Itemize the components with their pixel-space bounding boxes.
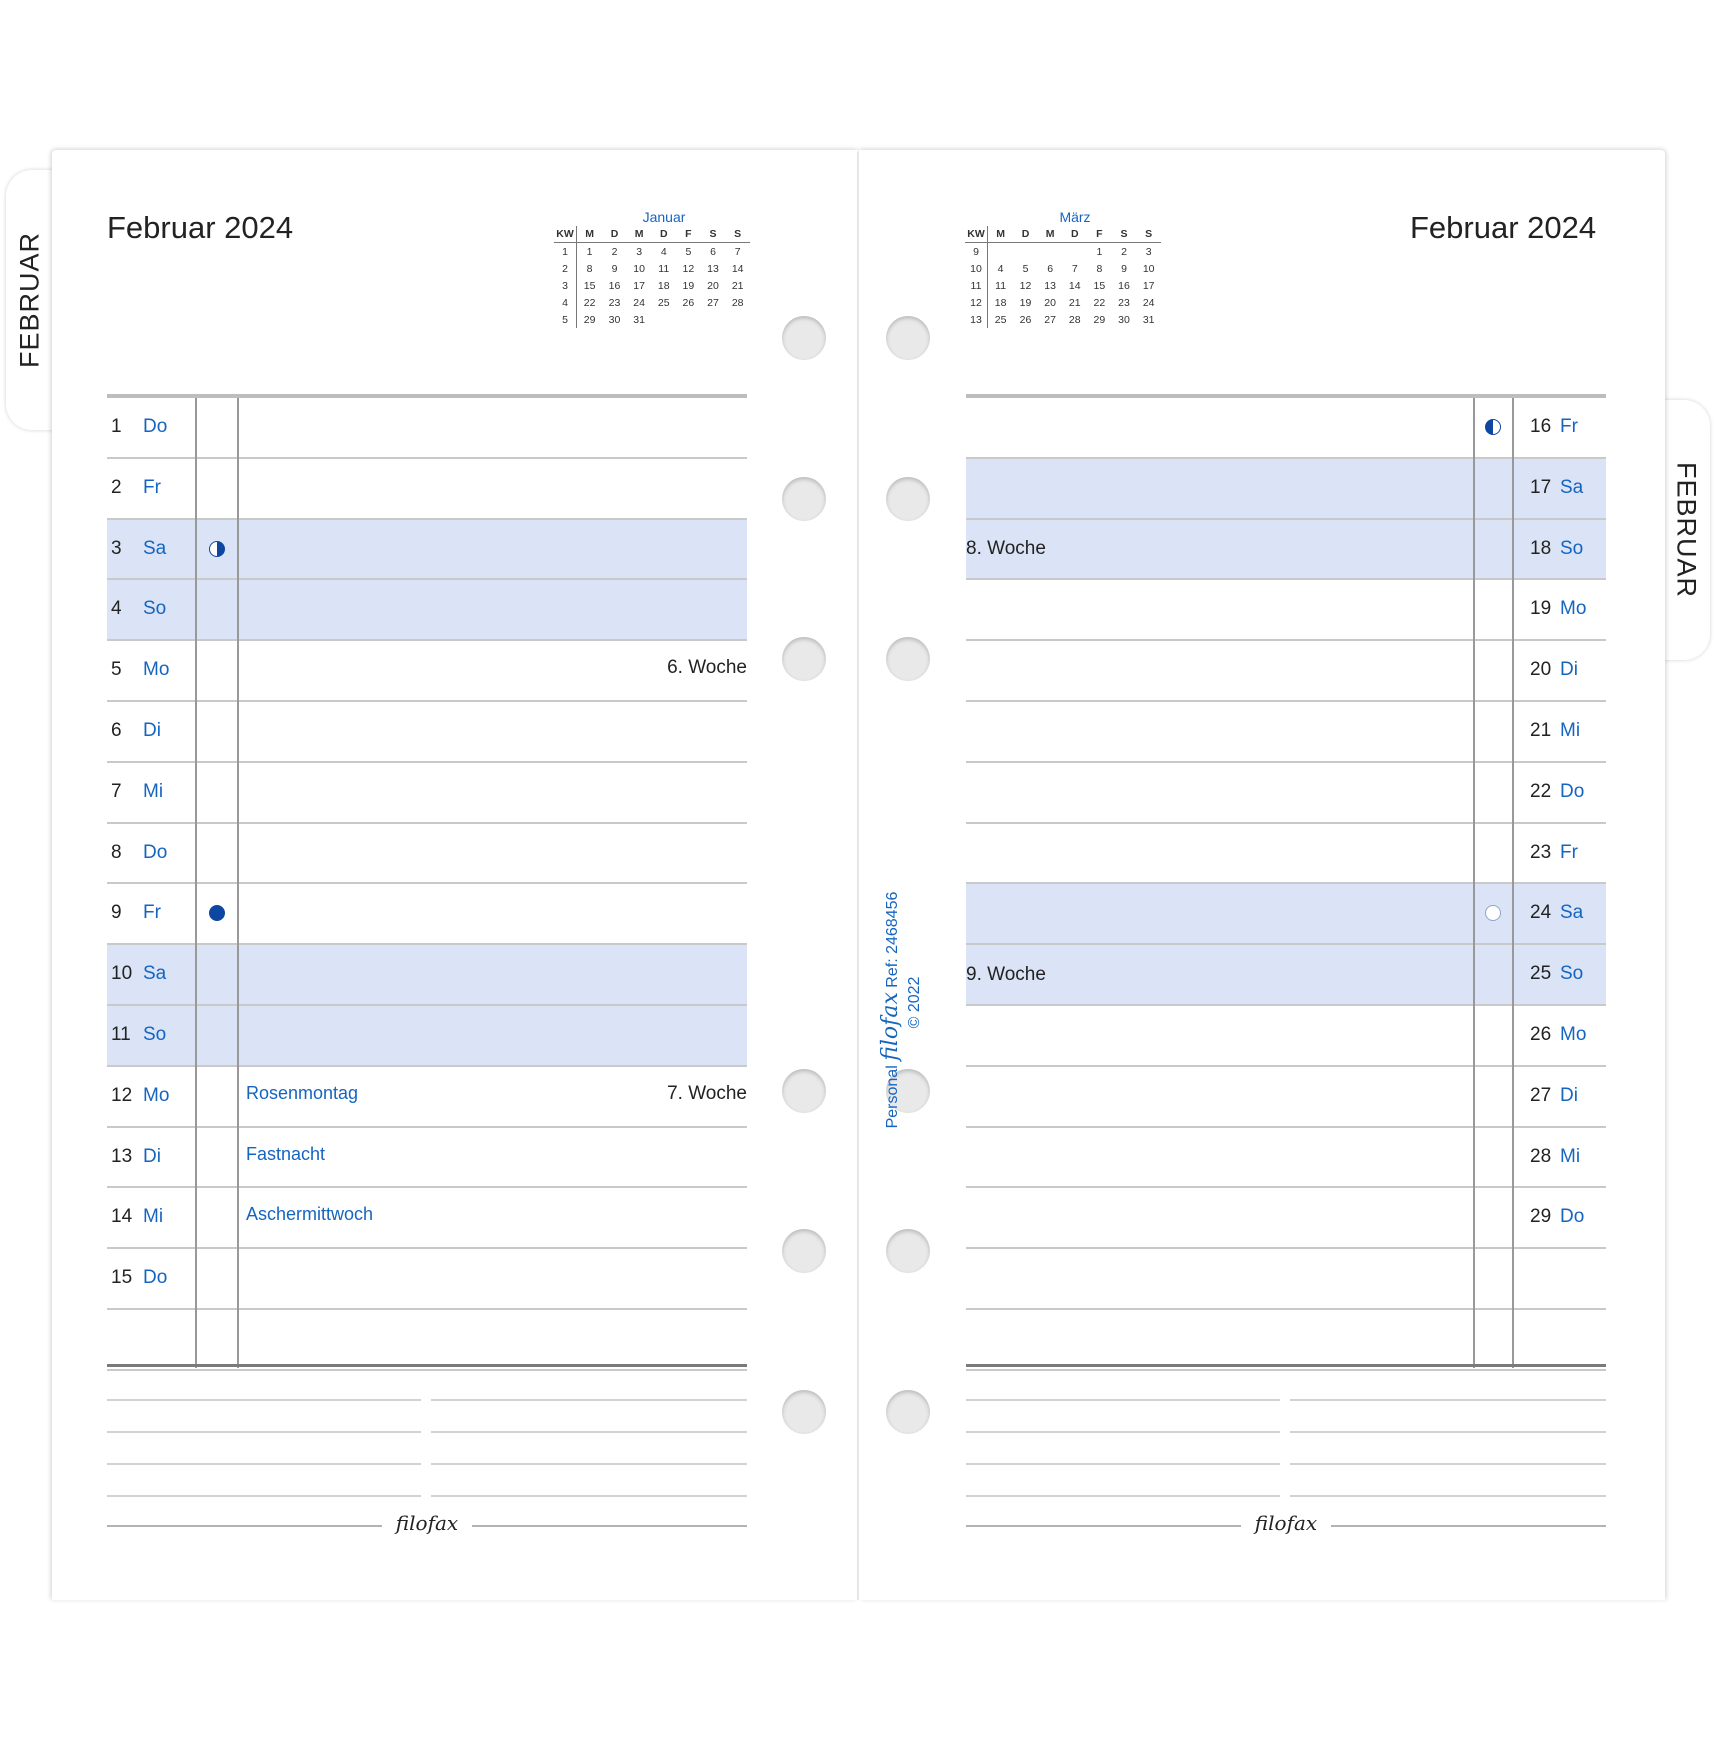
week-number-label: 6. Woche <box>667 657 747 679</box>
weekday-abbr: Mi <box>1560 1145 1581 1167</box>
mini-calendar-day: 16 <box>1118 279 1130 292</box>
weekday-abbr: Mi <box>1560 719 1581 741</box>
mini-calendar-weekday-header: M <box>627 226 652 243</box>
mini-calendar-day <box>701 311 726 328</box>
mini-calendar-day: 20 <box>1044 296 1056 309</box>
mini-calendar-weekday-header: F <box>676 226 701 243</box>
mini-calendar-kw: 1 <box>554 243 577 261</box>
mini-calendar-weekday-header: M <box>988 226 1014 243</box>
mini-calendar-week-row <box>554 260 750 277</box>
day-number: 6 <box>111 719 122 741</box>
weekday-abbr: Fr <box>143 476 161 498</box>
mini-calendar-day: 28 <box>731 296 744 309</box>
note-line <box>107 1431 421 1433</box>
mini-calendar-month: März <box>1059 209 1091 225</box>
mini-calendar-day: 21 <box>1068 296 1081 309</box>
day-number: 16 <box>1530 416 1552 437</box>
weekday-abbr: Fr <box>1560 841 1578 863</box>
mini-calendar-day: 20 <box>707 279 719 292</box>
grid-column-divider <box>237 398 239 1368</box>
mini-calendar-day: 4 <box>660 245 667 258</box>
mini-calendar-day <box>1038 243 1063 261</box>
mini-calendar-week-row <box>965 243 1161 261</box>
weekday-abbr: Mo <box>143 1084 170 1106</box>
day-row[interactable] <box>107 1188 747 1249</box>
punch-hole <box>886 637 930 681</box>
weekday-abbr: Do <box>1560 780 1585 802</box>
mini-calendar-day: 6 <box>710 245 716 258</box>
imprint-copyright: © 2022 <box>906 976 923 1029</box>
mini-calendar-day: 31 <box>633 313 645 326</box>
mini-calendar-header-row <box>965 226 1161 243</box>
mini-calendar-day: 11 <box>995 279 1007 292</box>
punch-hole <box>782 1390 826 1434</box>
mini-calendar-weekday-header: M <box>577 226 603 243</box>
mini-calendar-january <box>554 208 750 328</box>
day-number: 29 <box>1530 1206 1552 1228</box>
imprint-size: Personal <box>884 1065 901 1129</box>
day-number: 26 <box>1530 1023 1552 1045</box>
weekday-abbr: Sa <box>143 537 167 559</box>
mini-calendar-day: 22 <box>583 296 596 309</box>
mini-calendar-weekday-header: S <box>1112 226 1137 243</box>
mini-calendar-day <box>1013 243 1038 261</box>
mini-calendar-day: 7 <box>1071 262 1078 275</box>
mini-calendar-kw: 11 <box>965 277 988 294</box>
grid-column-divider <box>1512 398 1514 1368</box>
day-number: 3 <box>111 537 122 559</box>
weekday-abbr: Sa <box>143 963 167 985</box>
mini-calendar-day: 3 <box>1145 245 1152 258</box>
mini-calendar-day <box>725 311 750 328</box>
day-number: 18 <box>1530 537 1552 559</box>
day-number: 9 <box>111 902 122 924</box>
note-line <box>966 1495 1280 1497</box>
month-tab-right[interactable] <box>1662 400 1710 660</box>
notes-area-right[interactable] <box>966 1395 1606 1535</box>
note-line <box>431 1399 747 1401</box>
mini-calendar-day: 23 <box>608 296 621 309</box>
last-quarter-moon-icon <box>1485 419 1501 435</box>
mini-calendar-day: 21 <box>731 279 744 292</box>
mini-calendar-day: 24 <box>1142 296 1155 309</box>
weekday-abbr: Do <box>1560 1206 1585 1228</box>
mini-calendar-day: 22 <box>1093 296 1106 309</box>
imprint-brand: filofax <box>878 992 903 1061</box>
weekday-abbr: Di <box>143 719 161 741</box>
mini-calendar-day: 5 <box>1022 262 1029 275</box>
mini-calendar-march <box>965 208 1161 328</box>
mini-calendar-day: 29 <box>583 313 596 326</box>
mini-calendar-month: Januar <box>642 209 686 225</box>
notes-area-left[interactable] <box>107 1395 747 1535</box>
mini-calendar-day: 17 <box>633 279 645 292</box>
weekday-abbr: Mo <box>143 659 170 681</box>
mini-calendar-day: 26 <box>682 296 695 309</box>
week-number-label: 8. Woche <box>966 538 1046 560</box>
note-line <box>431 1463 747 1465</box>
page-title-right: Februar 2024 <box>1410 210 1597 245</box>
mini-calendar-day <box>988 243 1014 261</box>
mini-calendar-day: 26 <box>1019 313 1032 326</box>
weekday-abbr: Do <box>143 416 168 437</box>
weekday-abbr: So <box>1560 537 1584 559</box>
mini-calendar-day: 8 <box>1096 262 1103 275</box>
day-number: 13 <box>111 1145 133 1167</box>
first-quarter-moon-icon <box>209 541 225 557</box>
mini-calendar-day: 12 <box>1019 279 1032 292</box>
holiday-label: Fastnacht <box>246 1143 326 1164</box>
mini-calendar-day: 15 <box>583 279 596 292</box>
page-spine <box>857 152 859 1600</box>
day-number: 28 <box>1530 1145 1552 1167</box>
mini-calendar-week-row <box>554 277 750 294</box>
mini-calendar-day: 27 <box>707 296 719 309</box>
day-row[interactable] <box>966 1128 1606 1189</box>
punch-hole <box>782 637 826 681</box>
day-number: 10 <box>111 963 133 985</box>
mini-calendar-kw-header: KW <box>554 226 577 243</box>
day-row[interactable] <box>966 763 1606 824</box>
mini-calendar-day: 18 <box>657 279 670 292</box>
product-imprint <box>880 892 926 1129</box>
full-moon-icon <box>209 905 225 921</box>
mini-calendar-kw: 5 <box>554 311 577 328</box>
month-tab-left[interactable] <box>6 170 54 430</box>
punch-hole <box>886 477 930 521</box>
day-row[interactable] <box>107 884 747 945</box>
mini-calendar-day: 10 <box>1142 262 1155 275</box>
day-row[interactable] <box>966 702 1606 763</box>
mini-calendar-table <box>965 226 1161 328</box>
day-row[interactable] <box>966 520 1606 581</box>
mini-calendar-day: 13 <box>707 262 719 275</box>
note-line <box>1290 1463 1606 1465</box>
weekday-abbr: Do <box>143 841 168 863</box>
mini-calendar-day: 15 <box>1093 279 1106 292</box>
weekday-abbr: Sa <box>1560 476 1584 498</box>
mini-calendar-day: 2 <box>611 245 618 258</box>
mini-calendar-day <box>651 311 676 328</box>
punch-hole <box>782 1069 826 1113</box>
day-number: 1 <box>111 416 122 437</box>
note-line <box>431 1431 747 1433</box>
mini-calendar-day: 5 <box>685 245 692 258</box>
weekday-abbr: So <box>1560 963 1584 985</box>
day-row[interactable] <box>107 1067 747 1128</box>
mini-calendar-day: 25 <box>994 313 1007 326</box>
mini-calendar-week-row <box>965 260 1161 277</box>
mini-calendar-day: 29 <box>1093 313 1106 326</box>
holiday-label: Rosenmontag <box>246 1082 359 1103</box>
week-number-label: 9. Woche <box>966 963 1046 985</box>
punch-hole <box>886 316 930 360</box>
mini-calendar-day: 1 <box>1096 245 1103 258</box>
imprint-ref: Ref: 2468456 <box>884 891 901 988</box>
note-line <box>966 1431 1280 1433</box>
mini-calendar-day: 17 <box>1142 279 1155 292</box>
mini-calendar-weekday-header: D <box>1013 226 1038 243</box>
punch-hole <box>886 1229 930 1273</box>
day-number: 7 <box>111 780 122 802</box>
day-number: 12 <box>111 1084 133 1106</box>
note-line <box>966 1399 1280 1401</box>
day-number: 21 <box>1530 719 1552 741</box>
day-number: 8 <box>111 841 122 863</box>
mini-calendar-day: 19 <box>682 279 695 292</box>
day-row[interactable] <box>107 763 747 824</box>
mini-calendar-day: 3 <box>636 245 643 258</box>
day-row[interactable] <box>107 1128 747 1189</box>
day-row[interactable] <box>107 1249 747 1310</box>
mini-calendar-week-row <box>554 243 750 261</box>
footer-rule <box>107 1525 382 1527</box>
weekday-abbr: Mi <box>143 780 164 802</box>
note-line <box>966 1463 1280 1465</box>
mini-calendar-day: 30 <box>608 313 621 326</box>
day-number: 27 <box>1530 1084 1552 1106</box>
mini-calendar-day: 10 <box>633 262 645 275</box>
mini-calendar-weekday-header: M <box>1038 226 1063 243</box>
mini-calendar-day: 23 <box>1118 296 1130 309</box>
mini-calendar-kw-header: KW <box>965 226 988 243</box>
day-number: 17 <box>1530 476 1552 498</box>
day-row[interactable] <box>107 1006 747 1067</box>
weekday-abbr: Fr <box>143 902 161 924</box>
mini-calendar-weekday-header: D <box>651 226 676 243</box>
mini-calendar-day: 7 <box>734 245 741 258</box>
day-number: 2 <box>111 476 122 498</box>
day-row[interactable] <box>966 1310 1606 1371</box>
day-row[interactable] <box>966 945 1606 1006</box>
day-number: 11 <box>111 1023 131 1045</box>
mini-calendar-week-row <box>965 294 1161 311</box>
day-number: 5 <box>111 659 122 681</box>
mini-calendar-weekday-header: S <box>725 226 750 243</box>
mini-calendar-table <box>554 226 750 328</box>
weekday-abbr: Mo <box>1560 1023 1587 1045</box>
day-row[interactable] <box>107 459 747 520</box>
week-number-label: 7. Woche <box>667 1082 747 1104</box>
mini-calendar-weekday-header: D <box>1062 226 1087 243</box>
mini-calendar-day: 11 <box>658 262 670 275</box>
weekday-abbr: So <box>143 598 167 620</box>
mini-calendar-day: 1 <box>586 245 593 258</box>
grid-column-divider <box>195 398 197 1368</box>
punch-hole <box>782 1229 826 1273</box>
note-line <box>1290 1431 1606 1433</box>
weekday-abbr: Sa <box>1560 902 1584 924</box>
mini-calendar-day: 13 <box>1044 279 1056 292</box>
filofax-logo: filofax <box>395 1511 459 1535</box>
holiday-label: Aschermittwoch <box>246 1204 374 1225</box>
mini-calendar-day <box>676 311 701 328</box>
weekday-abbr: Mi <box>143 1206 164 1228</box>
mini-calendar-day: 24 <box>633 296 645 309</box>
mini-calendar-day: 31 <box>1142 313 1155 326</box>
day-row[interactable] <box>107 824 747 885</box>
day-number: 20 <box>1530 659 1552 681</box>
mini-calendar-kw: 9 <box>965 243 988 261</box>
footer-rule <box>1331 1525 1606 1527</box>
mini-calendar-kw: 4 <box>554 294 577 311</box>
mini-calendar-weekday-header: D <box>602 226 627 243</box>
mini-calendar-kw: 2 <box>554 260 577 277</box>
note-line <box>107 1463 421 1465</box>
mini-calendar-kw: 3 <box>554 277 577 294</box>
mini-calendar-day: 19 <box>1019 296 1032 309</box>
mini-calendar-day: 4 <box>997 262 1004 275</box>
note-line <box>431 1495 747 1497</box>
mini-calendar-weekday-header: S <box>1136 226 1161 243</box>
weekday-abbr: Di <box>143 1145 161 1167</box>
mini-calendar-day: 2 <box>1121 245 1127 258</box>
day-row[interactable] <box>107 945 747 1006</box>
day-row[interactable] <box>107 398 747 459</box>
filofax-logo: filofax <box>1254 1511 1318 1535</box>
month-tab-label: FEBRUAR <box>1671 461 1702 599</box>
note-line <box>107 1495 421 1497</box>
day-row[interactable] <box>966 1249 1606 1310</box>
day-row[interactable] <box>966 398 1606 459</box>
weekday-abbr: Fr <box>1560 416 1578 437</box>
grid-bottom-rule <box>966 1364 1606 1367</box>
mini-calendar-week-row <box>965 277 1161 294</box>
mini-calendar-day: 28 <box>1068 313 1081 326</box>
day-row[interactable] <box>107 702 747 763</box>
mini-calendar-kw: 12 <box>965 294 988 311</box>
mini-calendar-day: 14 <box>1068 279 1081 292</box>
mini-calendar-day: 6 <box>1047 262 1054 275</box>
weekday-abbr: Di <box>1560 659 1578 681</box>
grid-column-divider <box>1473 398 1475 1368</box>
day-row[interactable] <box>966 459 1606 520</box>
mini-calendar-header-row <box>554 226 750 243</box>
day-number: 15 <box>111 1267 133 1289</box>
mini-calendar-day: 14 <box>731 262 744 275</box>
weekday-abbr: Do <box>143 1267 168 1289</box>
weekday-abbr: Di <box>1560 1084 1578 1106</box>
mini-calendar-weekday-header: F <box>1087 226 1112 243</box>
day-number: 19 <box>1530 598 1552 620</box>
day-number: 23 <box>1530 841 1552 863</box>
mini-calendar-week-row <box>554 294 750 311</box>
day-row[interactable] <box>966 1188 1606 1249</box>
day-number: 22 <box>1530 780 1552 802</box>
month-tab-label: FEBRUAR <box>14 231 45 369</box>
weekday-abbr: So <box>143 1023 167 1045</box>
mini-calendar-day: 8 <box>586 262 593 275</box>
day-row[interactable] <box>107 520 747 581</box>
weekday-abbr: Mo <box>1560 598 1587 620</box>
day-row[interactable] <box>966 824 1606 885</box>
punch-hole <box>782 477 826 521</box>
grid-bottom-rule <box>107 1364 747 1367</box>
day-number: 4 <box>111 598 122 620</box>
mini-calendar-day: 12 <box>682 262 695 275</box>
day-number: 24 <box>1530 902 1552 924</box>
mini-calendar-weekday-header: S <box>701 226 726 243</box>
note-line <box>107 1399 421 1401</box>
punch-hole <box>886 1390 930 1434</box>
day-row[interactable] <box>107 1310 747 1371</box>
mini-calendar-week-row <box>965 311 1161 328</box>
day-number: 14 <box>111 1206 133 1228</box>
mini-calendar-day: 18 <box>994 296 1007 309</box>
note-line <box>1290 1399 1606 1401</box>
day-number: 25 <box>1530 963 1552 985</box>
mini-calendar-week-row <box>554 311 750 328</box>
mini-calendar-day: 25 <box>657 296 670 309</box>
mini-calendar-day: 9 <box>1121 262 1127 275</box>
day-row[interactable] <box>966 641 1606 702</box>
note-line <box>1290 1495 1606 1497</box>
mini-calendar-kw: 10 <box>965 260 988 277</box>
mini-calendar-kw: 13 <box>965 311 988 328</box>
page-title-left: Februar 2024 <box>107 210 294 245</box>
day-row[interactable] <box>107 580 747 641</box>
mini-calendar-day <box>1062 243 1087 261</box>
footer-rule <box>472 1525 747 1527</box>
new-moon-icon <box>1485 905 1501 921</box>
mini-calendar-day: 9 <box>611 262 618 275</box>
mini-calendar-day: 16 <box>608 279 621 292</box>
day-row[interactable] <box>966 884 1606 945</box>
mini-calendar-day: 30 <box>1118 313 1130 326</box>
day-row[interactable] <box>107 641 747 702</box>
mini-calendar-day: 27 <box>1044 313 1056 326</box>
day-row[interactable] <box>966 1067 1606 1128</box>
footer-rule <box>966 1525 1241 1527</box>
punch-hole <box>782 316 826 360</box>
